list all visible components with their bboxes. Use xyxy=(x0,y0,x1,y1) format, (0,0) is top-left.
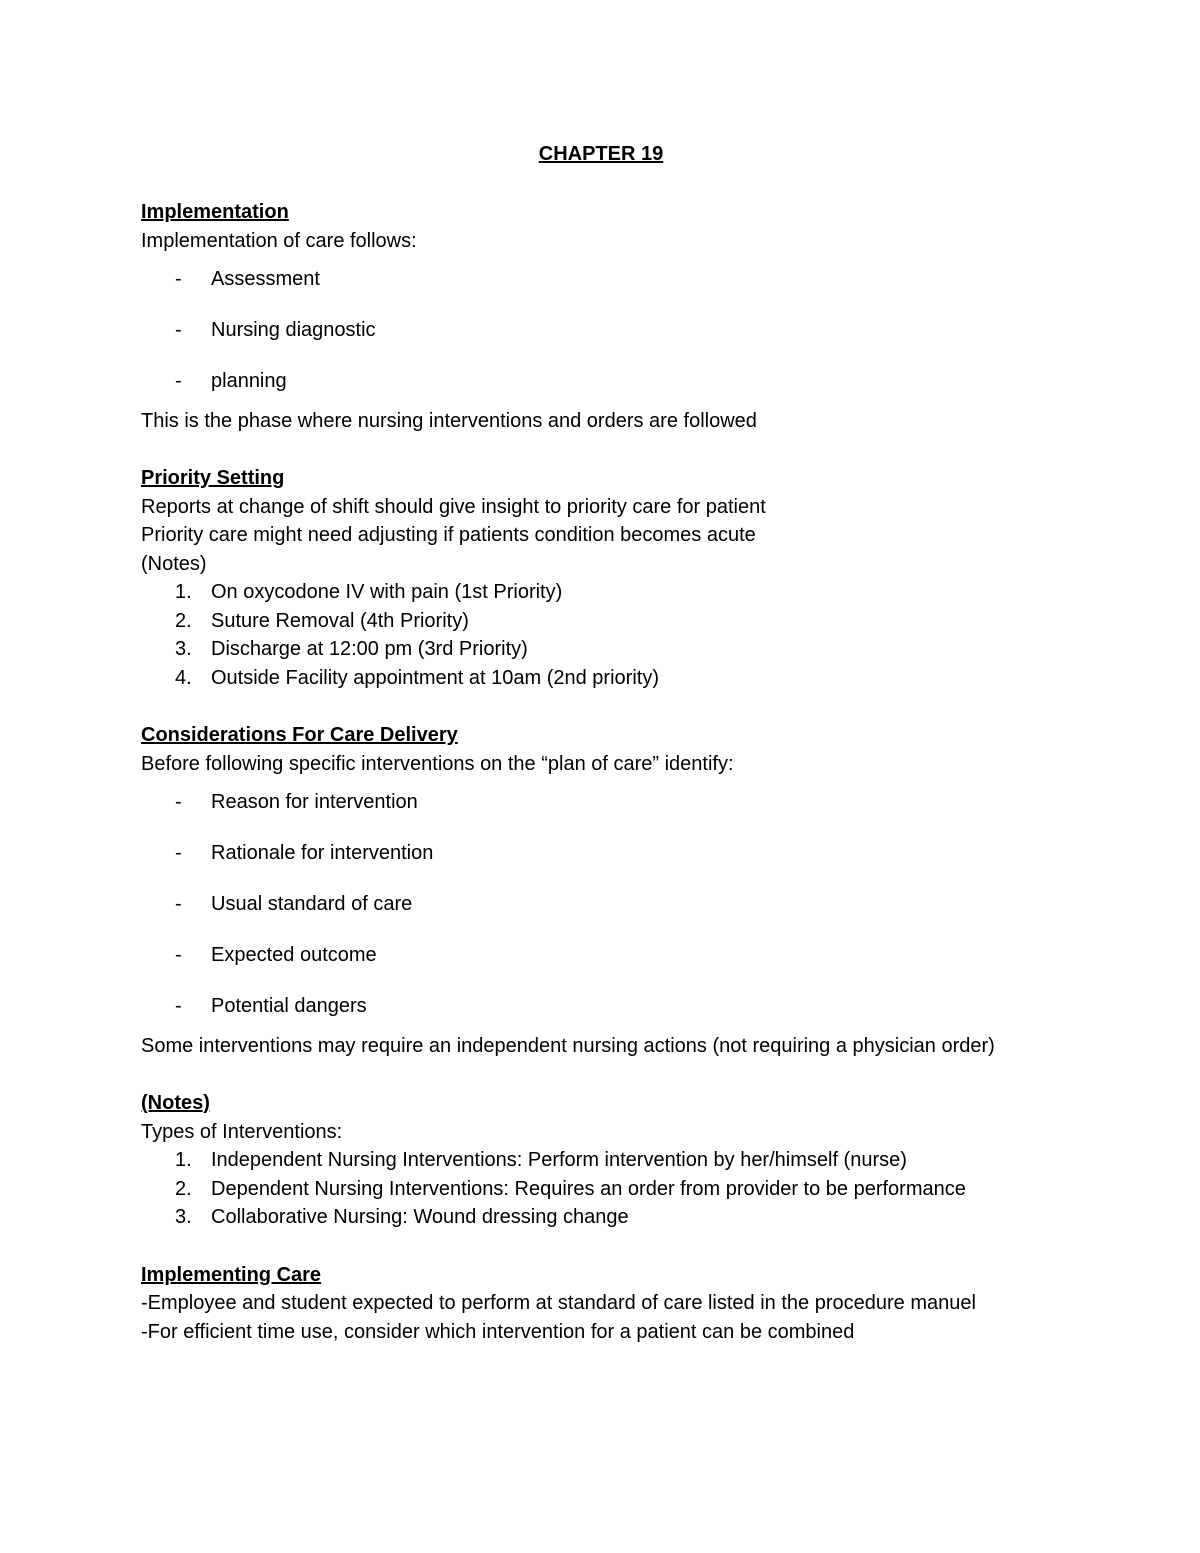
list-item xyxy=(141,890,1061,919)
list-item xyxy=(141,607,1061,636)
spacer xyxy=(141,1232,1061,1261)
list-item xyxy=(141,1175,1061,1204)
list-item xyxy=(141,992,1061,1021)
list-item-text: Reason for intervention xyxy=(211,791,418,813)
priority-list xyxy=(141,578,1061,692)
section-heading-priority-setting: Priority Setting xyxy=(141,467,285,489)
dash-bullet: - xyxy=(175,944,182,966)
spacer xyxy=(141,692,1061,721)
list-item-text: Expected outcome xyxy=(211,944,377,966)
priority-line-2: Priority care might need adjusting if patients condition becomes acute xyxy=(141,524,756,546)
implementing-line-1: -Employee and student expected to perform at standard of care listed in the procedure manuel xyxy=(141,1292,976,1314)
list-item xyxy=(141,578,1061,607)
section-implementation xyxy=(141,198,1061,435)
list-item xyxy=(141,788,1061,817)
list-item xyxy=(141,316,1061,345)
dash-bullet: - xyxy=(175,370,182,392)
dash-bullet: - xyxy=(175,842,182,864)
dash-bullet: - xyxy=(175,791,182,813)
list-item xyxy=(141,367,1061,396)
list-item-text: Dependent Nursing Interventions: Requires an order from provider to be performance xyxy=(211,1177,966,1200)
list-item-text: Assessment xyxy=(211,268,320,290)
list-number: 2. xyxy=(175,1177,192,1200)
list-item-text: Discharge at 12:00 pm (3rd Priority) xyxy=(211,638,528,660)
list-number: 2. xyxy=(175,609,192,632)
list-item-text: Rationale for intervention xyxy=(211,842,434,864)
considerations-intro: Before following specific interventions on the “plan of care” identify: xyxy=(141,752,734,775)
list-item-text: Collaborative Nursing: Wound dressing change xyxy=(211,1206,629,1228)
section-heading-notes: (Notes) xyxy=(141,1092,210,1114)
dash-bullet: - xyxy=(175,268,182,290)
dash-bullet: - xyxy=(175,319,182,341)
list-item-text: Usual standard of care xyxy=(211,893,413,915)
section-heading-implementation: Implementation xyxy=(141,201,289,223)
section-heading-considerations: Considerations For Care Delivery xyxy=(141,724,458,746)
spacer xyxy=(141,435,1061,464)
list-item xyxy=(141,635,1061,664)
list-number: 3. xyxy=(175,1206,192,1228)
list-item xyxy=(141,265,1061,294)
list-item xyxy=(141,941,1061,970)
considerations-closing: Some interventions may require an independent nursing actions (not requiring a physician order) xyxy=(141,1034,995,1057)
implementation-intro: Implementation of care follows: xyxy=(141,229,417,252)
dash-bullet: - xyxy=(175,995,182,1017)
list-item-text: Nursing diagnostic xyxy=(211,319,376,341)
considerations-list xyxy=(141,788,1061,1021)
list-number: 1. xyxy=(175,581,192,603)
list-item-text: On oxycodone IV with pain (1st Priority) xyxy=(211,581,563,603)
implementation-closing: This is the phase where nursing interventions and orders are followed xyxy=(141,409,757,432)
list-item-text: Potential dangers xyxy=(211,995,367,1017)
priority-notes-label: (Notes) xyxy=(141,552,207,575)
section-notes xyxy=(141,1089,1061,1232)
dash-bullet: - xyxy=(175,893,182,915)
list-item-text: Suture Removal (4th Priority) xyxy=(211,609,469,632)
chapter-title: CHAPTER 19 xyxy=(538,143,664,165)
document-body xyxy=(141,140,1061,1346)
list-number: 1. xyxy=(175,1149,192,1171)
list-item-text: Independent Nursing Interventions: Perform intervention by her/himself (nurse) xyxy=(211,1149,907,1171)
section-considerations xyxy=(141,721,1061,1060)
interventions-list xyxy=(141,1146,1061,1232)
priority-line-1: Reports at change of shift should give insight to priority care for patient xyxy=(141,495,766,518)
spacer xyxy=(141,1060,1061,1089)
list-number: 4. xyxy=(175,666,192,689)
list-number: 3. xyxy=(175,638,192,660)
list-item-text: Outside Facility appointment at 10am (2nd priority) xyxy=(211,666,659,689)
list-item-text: planning xyxy=(211,370,287,392)
implementing-line-2: -For efficient time use, consider which intervention for a patient can be combined xyxy=(141,1320,855,1343)
notes-intro: Types of Interventions: xyxy=(141,1120,343,1143)
list-item xyxy=(141,839,1061,868)
implementation-list xyxy=(141,265,1061,396)
section-heading-implementing-care: Implementing Care xyxy=(141,1263,322,1286)
list-item xyxy=(141,664,1061,693)
list-item xyxy=(141,1146,1061,1175)
list-item xyxy=(141,1203,1061,1232)
section-priority-setting xyxy=(141,464,1061,692)
section-implementing-care xyxy=(141,1261,1061,1347)
